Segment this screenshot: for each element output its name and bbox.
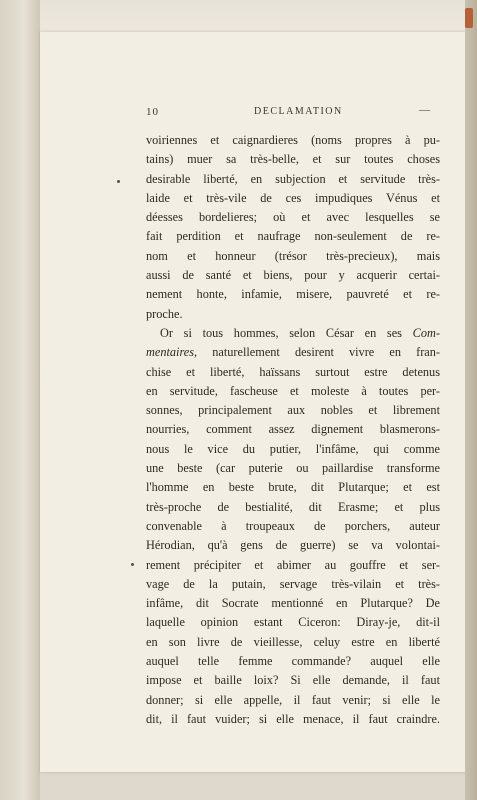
text-line: rement précipiter et abimer au gouffre et ser- xyxy=(146,557,440,572)
running-head: DECLAMATION xyxy=(254,106,343,117)
text-line: fait perdition et naufrage non-seulement de re- xyxy=(146,229,440,244)
text-line: en son livre de vieillesse, celuy estre en liberté xyxy=(146,634,440,649)
page-top-edge xyxy=(40,0,477,34)
text-line: en servitude, fascheuse et moleste à toutes per- xyxy=(146,383,440,398)
text-line: aussi de santé et biens, pour y acquerir certai- xyxy=(146,268,440,283)
book-fore-edge xyxy=(465,0,477,800)
text-line: chise et liberté, haïssans surtout estre detenus xyxy=(146,364,440,379)
italic-run: mentaires xyxy=(146,345,195,360)
text-line: proche. xyxy=(146,306,183,321)
header-mark: — xyxy=(419,104,430,116)
body-text xyxy=(146,131,440,729)
text-run: , naturellement desirent vivre en fran- xyxy=(194,345,440,360)
bookmark-tab xyxy=(465,8,473,28)
text-line: nous le vice du putier, l'infâme, qui comme xyxy=(146,441,440,456)
text-line: laide et très-vile de ces impudiques Vénus et xyxy=(146,190,440,205)
text-line: desirable liberté, en subjection et servitude très- xyxy=(146,171,440,186)
italic-run: Com- xyxy=(412,325,440,340)
text-line xyxy=(146,343,440,362)
page-number: 10 xyxy=(146,106,159,118)
text-line xyxy=(146,324,440,343)
text-line: laquelle opinion estant Ciceron: Diray-je, dit-il xyxy=(146,615,440,630)
text-line: l'homme en beste brute, dit Plutarque; et est xyxy=(146,480,440,495)
text-line: auquel telle femme commande? auquel elle xyxy=(146,654,440,669)
text-line: vage de la putain, servage très-vilain et très- xyxy=(146,576,440,591)
text-line: convenable à troupeaux de porchers, auteur xyxy=(146,518,440,533)
text-line: impose et baille loix? Si elle demande, il faut xyxy=(146,673,440,688)
text-line: tains) muer sa très-belle, et sur toutes choses xyxy=(146,152,440,167)
text-line: nom et honneur (trésor très-precieux), mais xyxy=(146,248,440,263)
text-line: infâme, dit Socrate mentionné en Plutarque? De xyxy=(146,596,440,611)
text-run: Or si tous hommes, selon César en ses xyxy=(160,325,413,340)
text-line: Hérodian, qu'à gens de guerre) se va volontai- xyxy=(146,538,440,553)
text-line: très-proche de bestialité, dit Erasme; et plus xyxy=(146,499,440,514)
margin-speck xyxy=(131,563,134,566)
page-header xyxy=(146,106,436,122)
text-line: une beste (car puterie ou paillardise transforme xyxy=(146,461,440,476)
text-line: déesses bordelieres; où et avec lesquelles se xyxy=(146,210,440,225)
margin-speck xyxy=(117,180,120,183)
text-line: sonnes, principalement aux nobles et librement xyxy=(146,403,440,418)
scan-left-margin xyxy=(0,0,40,800)
text-line: nement honte, infamie, misere, pauvreté et re- xyxy=(146,287,440,302)
text-line: dit, il faut vuider; si elle menace, il faut craindre. xyxy=(146,711,440,726)
text-line: nourries, comment assez dignement blasmerons- xyxy=(146,422,440,437)
text-line: voiriennes et caignardieres (noms propres à pu- xyxy=(146,133,440,147)
text-line: donner; si elle appelle, il faut venir; si elle le xyxy=(146,692,440,707)
